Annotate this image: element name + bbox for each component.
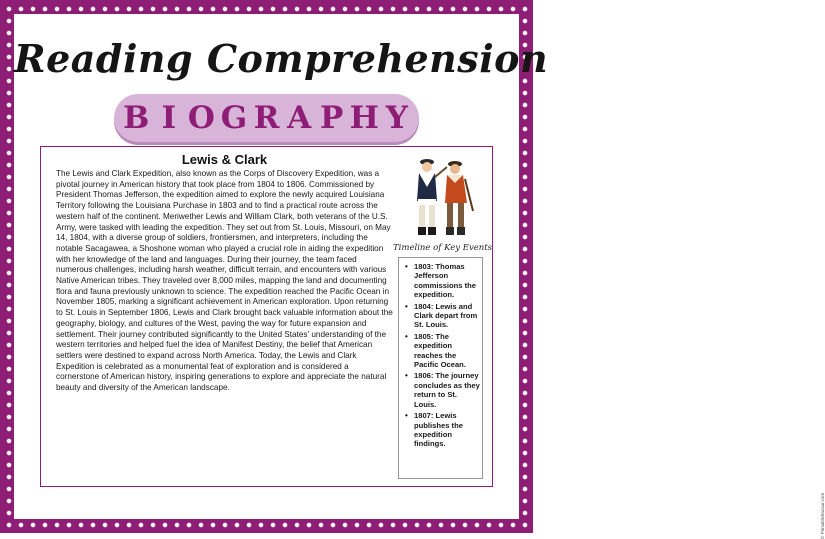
explorers-illustration-icon [397,153,483,239]
banner-letter: R [253,100,280,136]
timeline-panel [398,257,825,539]
timeline-item: • 1805: The expedition reaches the Pacific Ocean. [405,332,480,370]
reading-passage-box [40,146,825,539]
banner-letter: G [220,100,248,136]
passage-column [56,152,393,394]
timeline-list [399,258,482,449]
timeline-item: • 1807: Lewis publishes the expedition findings. [405,411,480,449]
timeline-item: • 1803: Thomas Jefferson commissions the expedition. [405,262,480,300]
banner-letter: O [187,100,215,136]
biography-banner [114,94,419,142]
banner-letter: A [287,100,312,136]
banner-letter: B [123,100,150,136]
banner-letter: H [349,100,379,136]
timeline-item: • 1804: Lewis and Clark depart from St. Louis. [405,302,480,330]
banner-letter: I [161,100,177,136]
banner-letter: P [320,100,344,136]
passage-body: The Lewis and Clark Expedition, also known as the Corps of Discovery Expedition, was a pivotal journey in American history that took place from 1804 to 1806. Commissioned by President Thomas Jefferson, the expedition aimed to explore the newly acquired Louisiana Territory following the Louisiana Purchase in 1803 and to find a practical route across the western half of the continent. Meriwether Lewis and William Clark, both veterans of the U.S. Army, were tasked with leading the expedition. They set out from St. Louis, Missouri, on May 14, 1804, with a diverse group of soldiers, frontiersmen, and interpreters, including the notable Sacagawea, a Shoshone woman who played a crucial role in aiding the expedition with her knowledge of the land and languages. During their journey, the team faced numerous challenges, including harsh weather, difficult terrain, and encounters with various Native American tribes. They traveled over 8,000 miles, mapping the land and documenting flora and fauna previously unknown to science. The expedition reached the Pacific Ocean in November 1805, marking a significant achievement in American exploration. Upon returning to St. Louis in September 1806, Lewis and Clark brought back valuable information about the geography, biology, and cultures of the West, paving the way for future expansion and settlement. Their journey contributed significantly to the United States' understanding of the western territories and helped fuel the idea of Manifest Destiny, the belief that American settlers were destined to expand across North America. Today, the Lewis and Clark Expedition is celebrated as a monumental feat of exploration and is considered a cornerstone of American history, inspiring generations to explore and appreciate the natural beauty and diversity of the American landscape. [56,169,393,393]
page-title: Reading Comprehension [14,36,549,81]
timeline-item: • 1806: The journey concludes as they return to St. Louis. [405,371,480,409]
copyright-credit: © PrintableBazaar.com [820,492,825,539]
banner-letter: Y [385,100,408,136]
timeline-title: Timeline of Key Events [393,243,493,253]
passage-heading: Lewis & Clark [181,152,268,167]
worksheet [14,14,825,539]
